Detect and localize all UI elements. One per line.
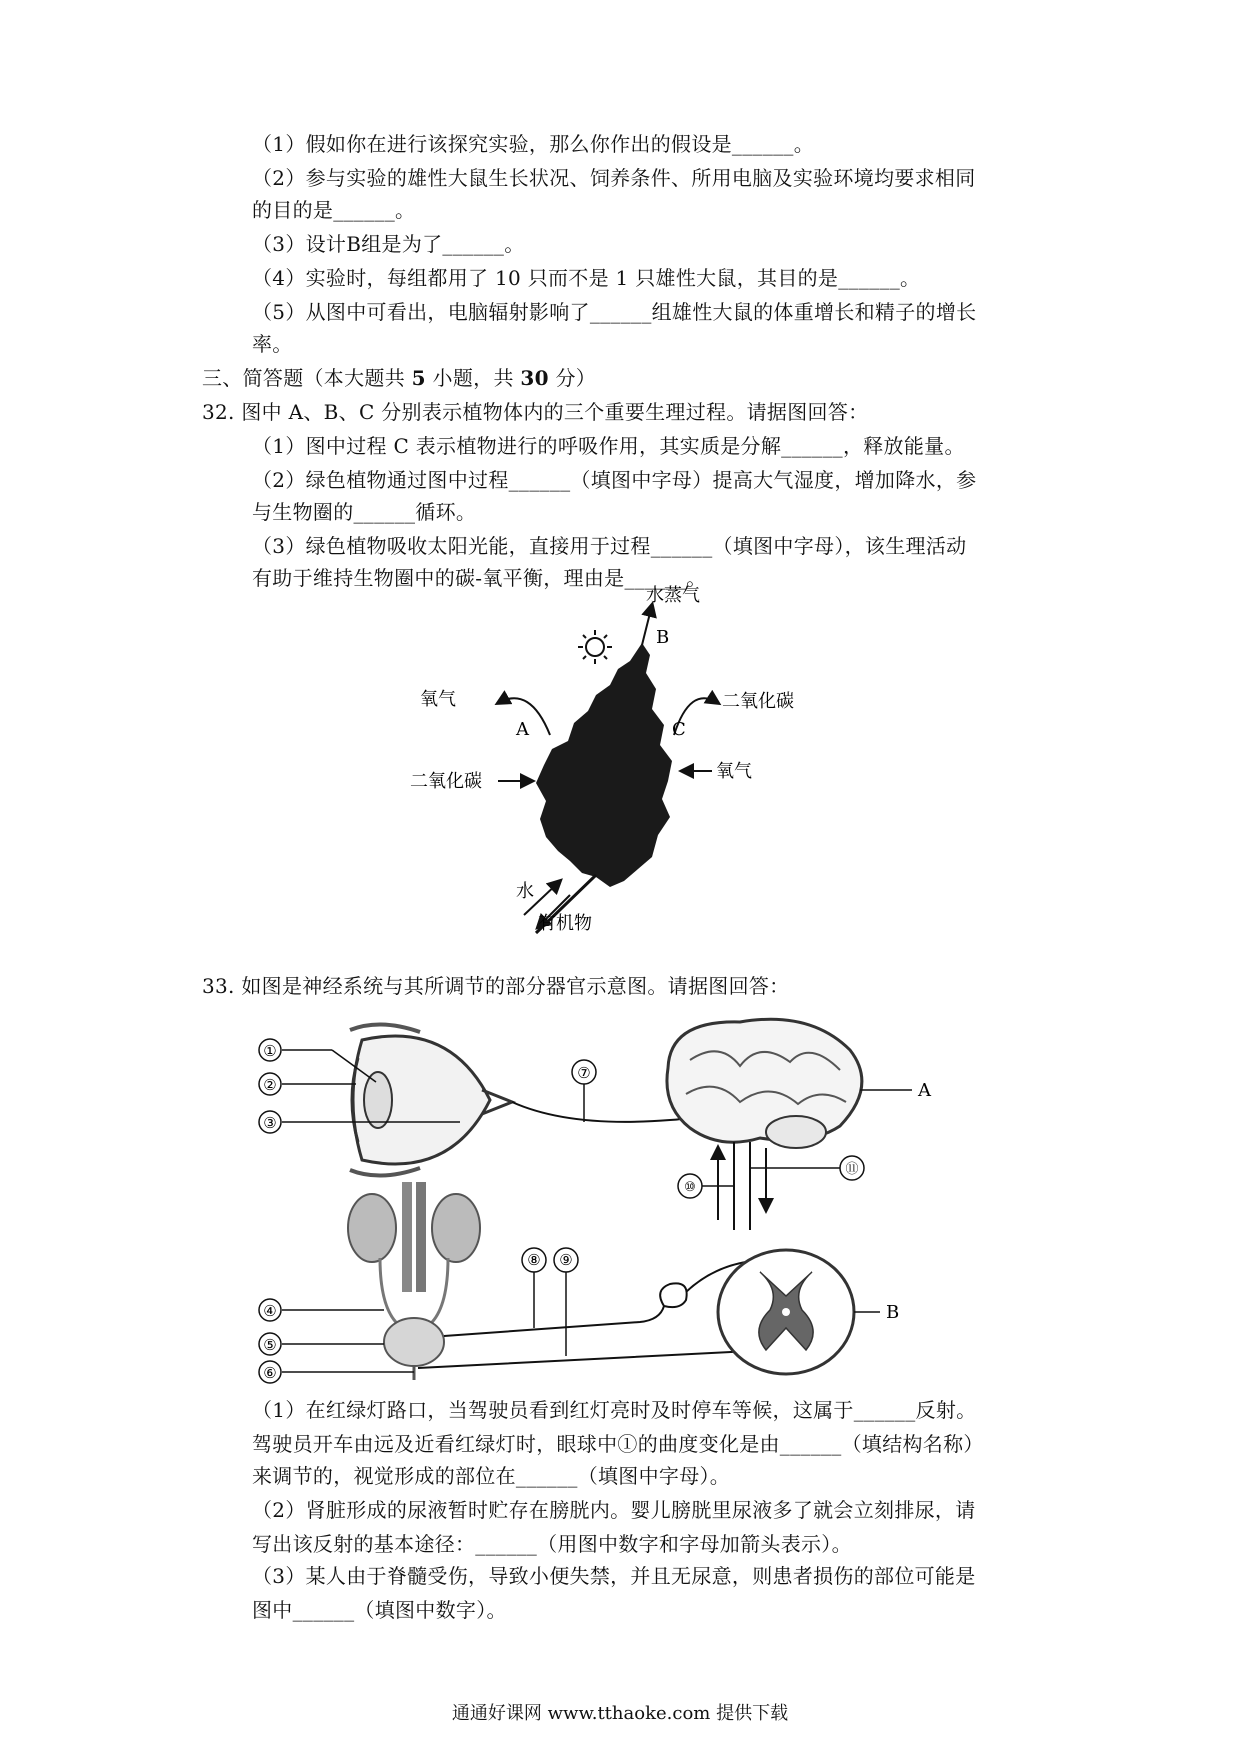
q33-part3: （3）某人由于脊髓受伤，导致小便失禁，并且无尿意，则患者损伤的部位可能是: [252, 1564, 976, 1588]
label-10: ⑩: [684, 1180, 696, 1195]
organic-label: 有机物: [538, 913, 592, 934]
urinary-system-illustration: [348, 1182, 480, 1380]
q33-part3: 图中______（填图中数字）。: [252, 1598, 507, 1622]
label-5: ⑤: [263, 1336, 277, 1354]
water-label: 水: [516, 881, 534, 902]
label-11: ⑪: [845, 1162, 859, 1177]
nervous-system-diagram: [250, 1010, 950, 1390]
brain-illustration: [667, 1019, 862, 1148]
q32-part2: （2）绿色植物通过图中过程______（填图中字母）提高大气湿度，增加降水，参: [252, 468, 977, 492]
oxygen-left-label: 氧气: [420, 689, 456, 710]
label-3: ③: [263, 1114, 277, 1132]
q32-part1: （1）图中过程 C 表示植物进行的呼吸作用，其实质是分解______，释放能量。: [252, 434, 965, 458]
question-line: （2）参与实验的雄性大鼠生长状况、饲养条件、所用电脑及实验环境均要求相同: [252, 166, 976, 190]
label-9: ⑨: [559, 1251, 573, 1269]
question-line: （4）实验时，每组都用了 10 只而不是 1 只雄性大鼠，其目的是______。: [252, 266, 921, 290]
oxygen-right-label: 氧气: [716, 761, 752, 782]
question-line: （5）从图中可看出，电脑辐射影响了______组雄性大鼠的体重增长和精子的增长: [252, 300, 977, 324]
section-heading: 三、简答题（本大题共 5 小题，共 30 分）: [202, 366, 597, 390]
q32-part3: （3）绿色植物吸收太阳光能，直接用于过程______（填图中字母），该生理活动: [252, 534, 967, 558]
label-1: ①: [263, 1042, 277, 1060]
question-line: 率。: [252, 332, 293, 356]
label-4: ④: [263, 1302, 277, 1320]
q33-part1: （1）在红绿灯路口，当驾驶员看到红灯亮时及时停车等候，这属于______反射。: [252, 1398, 977, 1422]
leaf-diagram: [410, 585, 820, 935]
label-brain-a: A: [918, 1080, 931, 1101]
label-6: ⑥: [263, 1364, 277, 1382]
label-spinal-b: B: [886, 1302, 900, 1323]
water-vapor-label: 水蒸气: [646, 585, 700, 606]
q33-part2: 写出该反射的基本途径：______（用图中数字和字母加箭头表示）。: [252, 1532, 852, 1556]
label-c: C: [672, 719, 686, 740]
q33-part2: （2）肾脏形成的尿液暂时贮存在膀胱内。婴儿膀胱里尿液多了就会立刻排尿，请: [252, 1498, 976, 1522]
page-footer: 通通好课网 www.tthaoke.com 提供下载: [451, 1703, 789, 1724]
question-line: 的目的是______。: [252, 198, 416, 222]
question-line: （3）设计B组是为了______。: [252, 232, 525, 256]
label-a: A: [516, 719, 529, 740]
q33-part1: 来调节的，视觉形成的部位在______（填图中字母）。: [252, 1464, 731, 1488]
sun-icon: [578, 630, 612, 664]
label-b: B: [656, 627, 670, 648]
q32-stem: 32. 图中 A、B、C 分别表示植物体内的三个重要生理过程。请据图回答：: [202, 400, 869, 424]
q33-part1: 驾驶员开车由远及近看红绿灯时，眼球中①的曲度变化是由______（填结构名称）: [252, 1432, 984, 1456]
q32-part2: 与生物圈的______循环。: [252, 500, 477, 524]
eyeball-illustration: [350, 1024, 512, 1175]
leaf-shape: [536, 643, 672, 887]
q32-part3: 有助于维持生物圈中的碳-氧平衡，理由是______。: [252, 566, 707, 590]
co2-left-label: 二氧化碳: [410, 771, 482, 792]
co2-right-label: 二氧化碳: [722, 691, 794, 712]
spinal-cord-section: [718, 1250, 854, 1374]
question-line: （1）假如你在进行该探究实验，那么你作出的假设是______。: [252, 132, 815, 156]
label-8: ⑧: [527, 1251, 541, 1269]
label-2: ②: [263, 1076, 277, 1094]
label-7: ⑦: [577, 1064, 591, 1082]
q33-stem: 33. 如图是神经系统与其所调节的部分器官示意图。请据图回答：: [202, 974, 790, 998]
